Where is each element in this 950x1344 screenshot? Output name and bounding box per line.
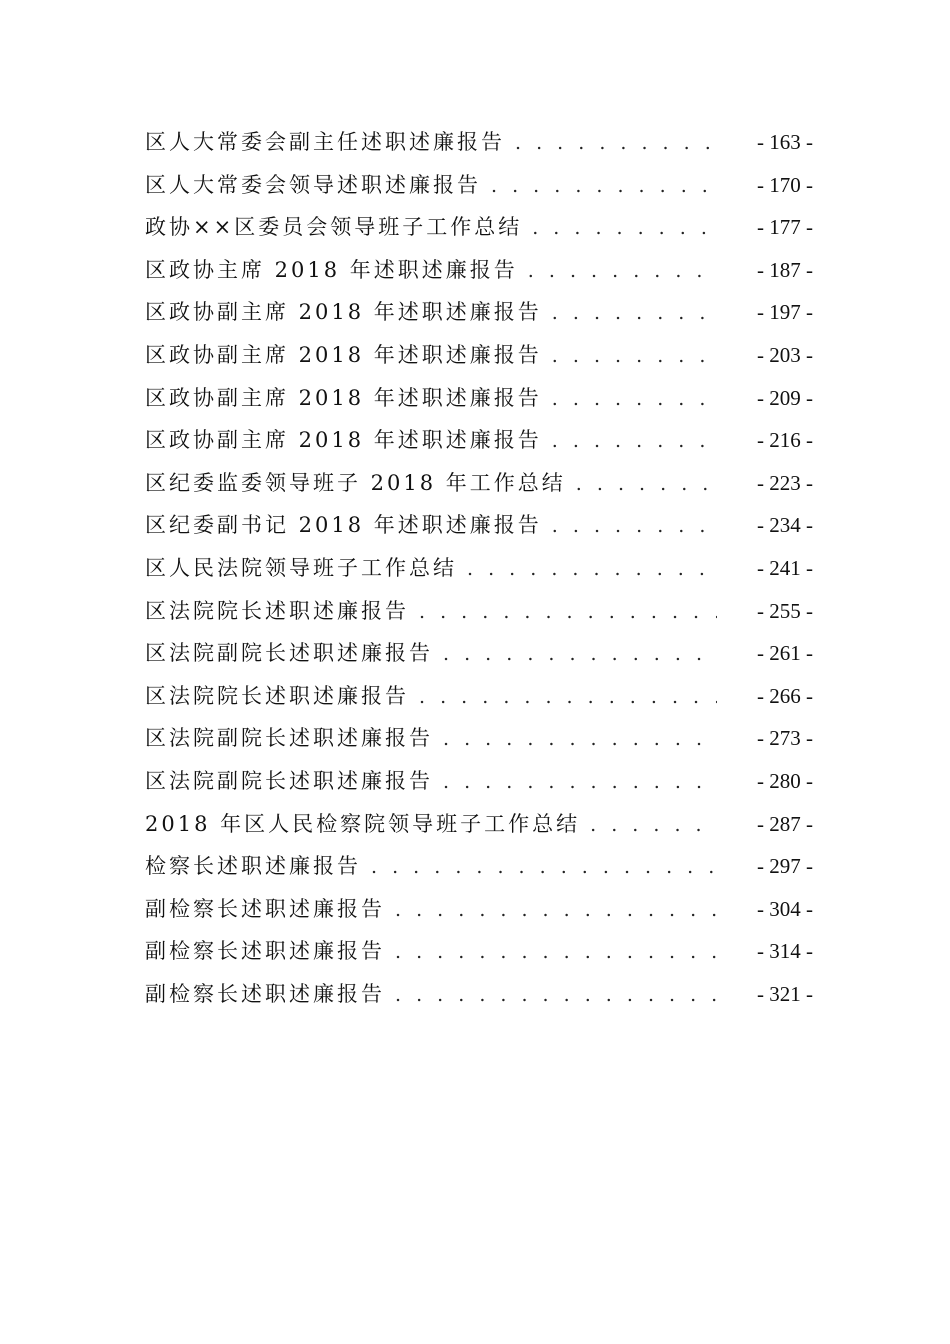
toc-dot-leader bbox=[528, 250, 717, 293]
toc-entry-page-number: - 177 - bbox=[757, 215, 813, 240]
toc-dot-leader bbox=[443, 761, 717, 804]
toc-entry[interactable] bbox=[145, 675, 813, 718]
toc-entry-title: 检察长述职述廉报告 bbox=[145, 854, 361, 879]
toc-entry-page-number: - 187 - bbox=[757, 257, 813, 282]
toc-entry-page-number: - 297 - bbox=[757, 854, 813, 879]
toc-entry[interactable] bbox=[145, 590, 813, 633]
toc-dot-leader bbox=[371, 846, 717, 889]
toc-entry-title: 区人大常委会副主任述职述廉报告 bbox=[145, 130, 505, 154]
toc-entry-title: 区人民法院领导班子工作总结 bbox=[145, 555, 457, 580]
toc-entry[interactable] bbox=[145, 547, 813, 590]
toc-entry-page-number: - 203 - bbox=[757, 342, 813, 367]
toc-dot-leader bbox=[467, 548, 717, 591]
toc-entry-title: 区政协副主席 2018 年述职述廉报告 bbox=[145, 428, 542, 453]
toc-entry-title: 副检察长述职述廉报告 bbox=[145, 939, 385, 964]
toc-entry-page-number: - 209 - bbox=[757, 385, 813, 410]
toc-dot-leader bbox=[443, 718, 717, 761]
toc-dot-leader bbox=[552, 505, 717, 548]
toc-entry-page-number: - 197 - bbox=[757, 300, 813, 325]
toc-entry-title: 区法院副院长述职述廉报告 bbox=[145, 641, 433, 666]
toc-entry-page-number: - 304 - bbox=[757, 896, 813, 921]
toc-entry-title: 区政协副主席 2018 年述职述廉报告 bbox=[145, 300, 542, 325]
toc-dot-leader bbox=[395, 974, 717, 1017]
toc-entry[interactable] bbox=[145, 930, 813, 973]
toc-entry-title: 副检察长述职述廉报告 bbox=[145, 981, 385, 1006]
toc-entry[interactable] bbox=[145, 419, 813, 462]
table-of-contents bbox=[145, 121, 813, 1015]
toc-entry-title: 区法院院长述职述廉报告 bbox=[145, 683, 409, 708]
toc-dot-leader bbox=[576, 463, 717, 506]
toc-entry[interactable] bbox=[145, 462, 813, 505]
toc-entry-title: 区人大常委会领导述职述廉报告 bbox=[145, 172, 481, 197]
toc-dot-leader bbox=[552, 292, 717, 335]
toc-entry[interactable] bbox=[145, 121, 813, 164]
toc-entry[interactable] bbox=[145, 249, 813, 292]
toc-entry-page-number: - 255 - bbox=[757, 598, 813, 623]
toc-entry-page-number: - 234 - bbox=[757, 513, 813, 538]
toc-entry-page-number: - 273 - bbox=[757, 726, 813, 751]
toc-entry-page-number: - 314 - bbox=[757, 939, 813, 964]
toc-entry[interactable] bbox=[145, 632, 813, 675]
toc-entry-title: 区政协副主席 2018 年述职述廉报告 bbox=[145, 385, 542, 410]
toc-dot-leader bbox=[419, 676, 717, 719]
toc-entry-page-number: - 287 - bbox=[757, 811, 813, 836]
toc-entry[interactable] bbox=[145, 760, 813, 803]
toc-entry[interactable] bbox=[145, 377, 813, 420]
toc-entry[interactable] bbox=[145, 717, 813, 760]
toc-entry-page-number: - 261 - bbox=[757, 641, 813, 666]
toc-entry-title: 区法院副院长述职述廉报告 bbox=[145, 726, 433, 751]
toc-dot-leader bbox=[552, 420, 717, 463]
toc-dot-leader bbox=[552, 378, 717, 421]
toc-entry-page-number: - 266 - bbox=[757, 683, 813, 708]
toc-dot-leader bbox=[395, 931, 717, 974]
toc-entry-title: 区政协主席 2018 年述职述廉报告 bbox=[145, 257, 518, 282]
toc-entry-page-number: - 223 - bbox=[757, 470, 813, 495]
toc-entry[interactable] bbox=[145, 206, 813, 249]
toc-entry[interactable] bbox=[145, 334, 813, 377]
toc-entry[interactable] bbox=[145, 803, 813, 846]
toc-entry-page-number: - 163 - bbox=[757, 130, 813, 154]
toc-dot-leader bbox=[419, 591, 717, 634]
toc-entry-title: 区纪委副书记 2018 年述职述廉报告 bbox=[145, 513, 542, 538]
toc-entry-page-number: - 170 - bbox=[757, 172, 813, 197]
toc-entry-title: 区纪委监委领导班子 2018 年工作总结 bbox=[145, 470, 566, 495]
toc-entry-title: 2018 年区人民检察院领导班子工作总结 bbox=[145, 811, 581, 836]
toc-dot-leader bbox=[552, 335, 717, 378]
toc-dot-leader bbox=[590, 804, 717, 847]
toc-dot-leader bbox=[491, 165, 717, 208]
toc-entry-title: 副检察长述职述廉报告 bbox=[145, 896, 385, 921]
toc-dot-leader bbox=[515, 122, 717, 165]
toc-entry-page-number: - 280 - bbox=[757, 768, 813, 793]
toc-entry-title: 政协××区委员会领导班子工作总结 bbox=[145, 215, 523, 240]
toc-dot-leader bbox=[443, 633, 717, 676]
toc-entry[interactable] bbox=[145, 888, 813, 931]
toc-entry-page-number: - 216 - bbox=[757, 428, 813, 453]
toc-entry-page-number: - 241 - bbox=[757, 555, 813, 580]
toc-entry[interactable] bbox=[145, 164, 813, 207]
toc-entry-title: 区法院副院长述职述廉报告 bbox=[145, 768, 433, 793]
toc-dot-leader bbox=[532, 207, 717, 250]
toc-entry[interactable] bbox=[145, 973, 813, 1016]
toc-entry-page-number: - 321 - bbox=[757, 981, 813, 1006]
toc-entry[interactable] bbox=[145, 504, 813, 547]
toc-dot-leader bbox=[395, 889, 717, 932]
toc-entry[interactable] bbox=[145, 291, 813, 334]
toc-entry-title: 区法院院长述职述廉报告 bbox=[145, 598, 409, 623]
toc-entry[interactable] bbox=[145, 845, 813, 888]
toc-entry-title: 区政协副主席 2018 年述职述廉报告 bbox=[145, 342, 542, 367]
